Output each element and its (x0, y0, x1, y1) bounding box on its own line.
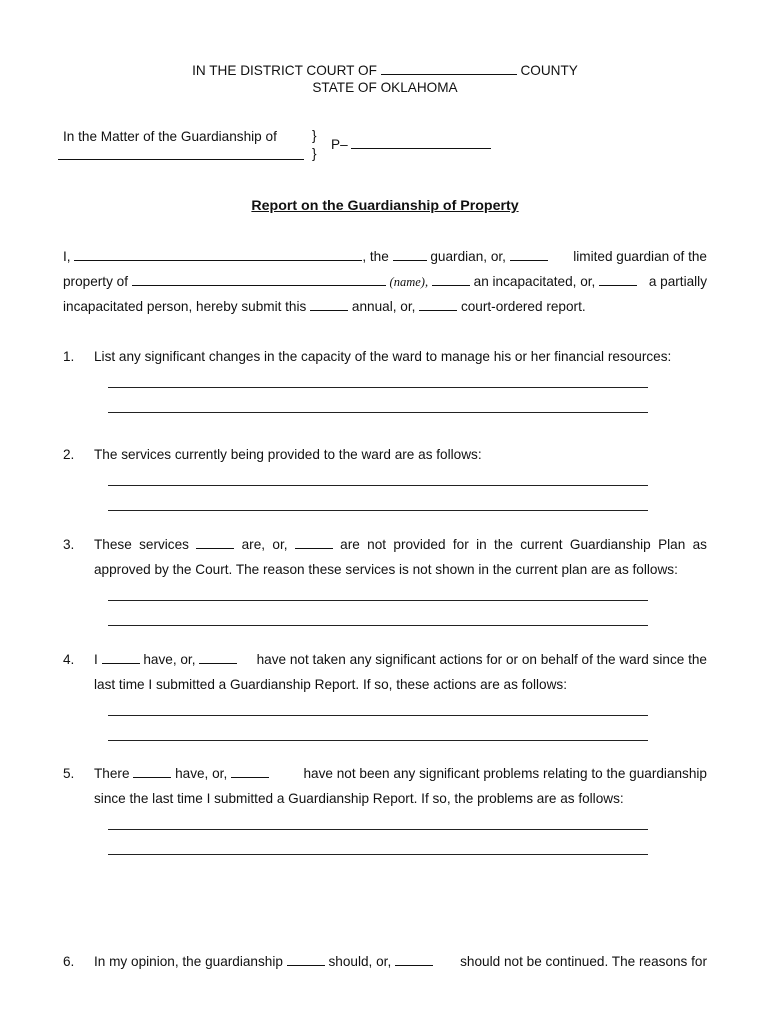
item-2-text: The services currently being provided to the ward are as follows: (94, 447, 482, 462)
item-5-line-1 (94, 766, 707, 781)
item-3-word: or, (272, 537, 288, 552)
case-number-line (331, 137, 491, 152)
item-3-word: are, (241, 537, 266, 552)
item-3-number: 3. (63, 537, 75, 552)
court-heading (0, 63, 770, 78)
item-6-number: 6. (63, 954, 75, 969)
state-heading: STATE OF OKLAHOMA (312, 80, 458, 95)
item-4-line-1 (94, 652, 707, 667)
intro-line-1 (63, 249, 707, 264)
item-2-answer-line-1[interactable] (108, 485, 648, 486)
name-hint: (name), (389, 275, 429, 289)
partially-blank[interactable] (599, 274, 637, 286)
incap-person-text: incapacitated person, hereby submit this (63, 299, 307, 314)
item-5-have-or: have, or, (175, 766, 228, 781)
incapacitated-or-text: an incapacitated, or, (473, 274, 596, 289)
item-3-answer-line-2[interactable] (108, 625, 648, 626)
annual-blank[interactable] (310, 299, 348, 311)
item-3-word: These (94, 537, 132, 552)
item-2-answer-line-2[interactable] (108, 510, 648, 511)
item-6-should-or: should, or, (328, 954, 392, 969)
county-suffix: COUNTY (520, 63, 578, 78)
page-title: Report on the Guardianship of Property (251, 198, 519, 214)
item-2-number: 2. (63, 447, 75, 462)
intro-line-2 (63, 274, 707, 290)
item-1-answer-line-1[interactable] (108, 387, 648, 388)
item-1-text: List any significant changes in the capacity of the ward to manage his or her financial resources: (94, 349, 672, 364)
item-4-have-or: have, or, (143, 652, 196, 667)
incapacitated-blank[interactable] (432, 274, 470, 286)
item-3-word: the (494, 537, 513, 552)
ward-name-blank[interactable] (58, 148, 304, 160)
the-text: , the (362, 249, 389, 264)
item-5-line-2: since the last time I submitted a Guardianship Report. If so, the problems are as follows: (94, 791, 624, 806)
item-4-rest: have not taken any significant actions for or on behalf of the ward since the (256, 652, 707, 667)
item-3-word: are (340, 537, 360, 552)
item-5-number: 5. (63, 766, 75, 781)
guardian-or-text: guardian, or, (430, 249, 506, 264)
continued-should-blank[interactable] (287, 954, 325, 966)
property-of-text: property of (63, 274, 128, 289)
services-are-blank[interactable] (196, 537, 234, 549)
property-name-blank[interactable] (132, 274, 386, 286)
item-3-word: Guardianship (569, 537, 651, 552)
court-ordered-text: court-ordered report. (460, 299, 586, 314)
continued-should-not-blank[interactable] (395, 954, 433, 966)
guardian-blank[interactable] (393, 249, 427, 261)
item-4-answer-line-1[interactable] (108, 715, 648, 716)
item-3-word: Plan (658, 537, 686, 552)
services-not-blank[interactable] (295, 537, 333, 549)
item-3-word: provided (393, 537, 446, 552)
actions-have-not-blank[interactable] (199, 652, 237, 664)
county-blank[interactable] (381, 63, 517, 75)
item-3-line-1 (94, 537, 707, 552)
item-1-answer-line-2[interactable] (108, 412, 648, 413)
item-5-there: There (94, 766, 130, 781)
item-4-answer-line-2[interactable] (108, 740, 648, 741)
item-6-line-1 (94, 954, 707, 969)
case-number-blank[interactable] (351, 137, 491, 149)
item-3-word: current (520, 537, 563, 552)
item-6-rest: should not be continued. The reasons for (460, 954, 707, 969)
item-3-word: as (692, 537, 707, 552)
item-3-word: in (476, 537, 487, 552)
court-ordered-blank[interactable] (419, 299, 457, 311)
court-prefix: IN THE DISTRICT COURT OF (192, 63, 377, 78)
item-4-line-2: last time I submitted a Guardianship Report. If so, these actions are as follows: (94, 677, 567, 692)
item-6-lead: In my opinion, the guardianship (94, 954, 283, 969)
intro-line-3 (63, 299, 586, 314)
item-5-answer-line-1[interactable] (108, 829, 648, 830)
item-3-word: for (452, 537, 469, 552)
annual-or-text: annual, or, (351, 299, 416, 314)
partially-text: a partially (648, 274, 707, 289)
item-4-number: 4. (63, 652, 75, 667)
guardian-name-blank[interactable] (74, 249, 362, 261)
item-3-word: not (367, 537, 387, 552)
item-4-i: I (94, 652, 98, 667)
problems-have-not-blank[interactable] (231, 766, 269, 778)
i-label: I, (63, 249, 71, 264)
matter-label: In the Matter of the Guardianship of (63, 129, 277, 144)
item-3-answer-line-1[interactable] (108, 600, 648, 601)
limited-guardian-blank[interactable] (510, 249, 548, 261)
item-5-answer-line-2[interactable] (108, 854, 648, 855)
case-prefix: P– (331, 137, 348, 152)
caption-brace-top: } (312, 128, 317, 143)
item-1-number: 1. (63, 349, 75, 364)
item-3-line-2: approved by the Court. The reason these services is not shown in the current plan are as follows: (94, 562, 678, 577)
item-5-rest: have not been any significant problems relating to the guardianship (303, 766, 707, 781)
item-3-word: services (139, 537, 189, 552)
problems-have-blank[interactable] (133, 766, 171, 778)
caption-brace-bottom: } (312, 146, 317, 161)
actions-have-blank[interactable] (102, 652, 140, 664)
limited-guardian-text: limited guardian of the (573, 249, 707, 264)
